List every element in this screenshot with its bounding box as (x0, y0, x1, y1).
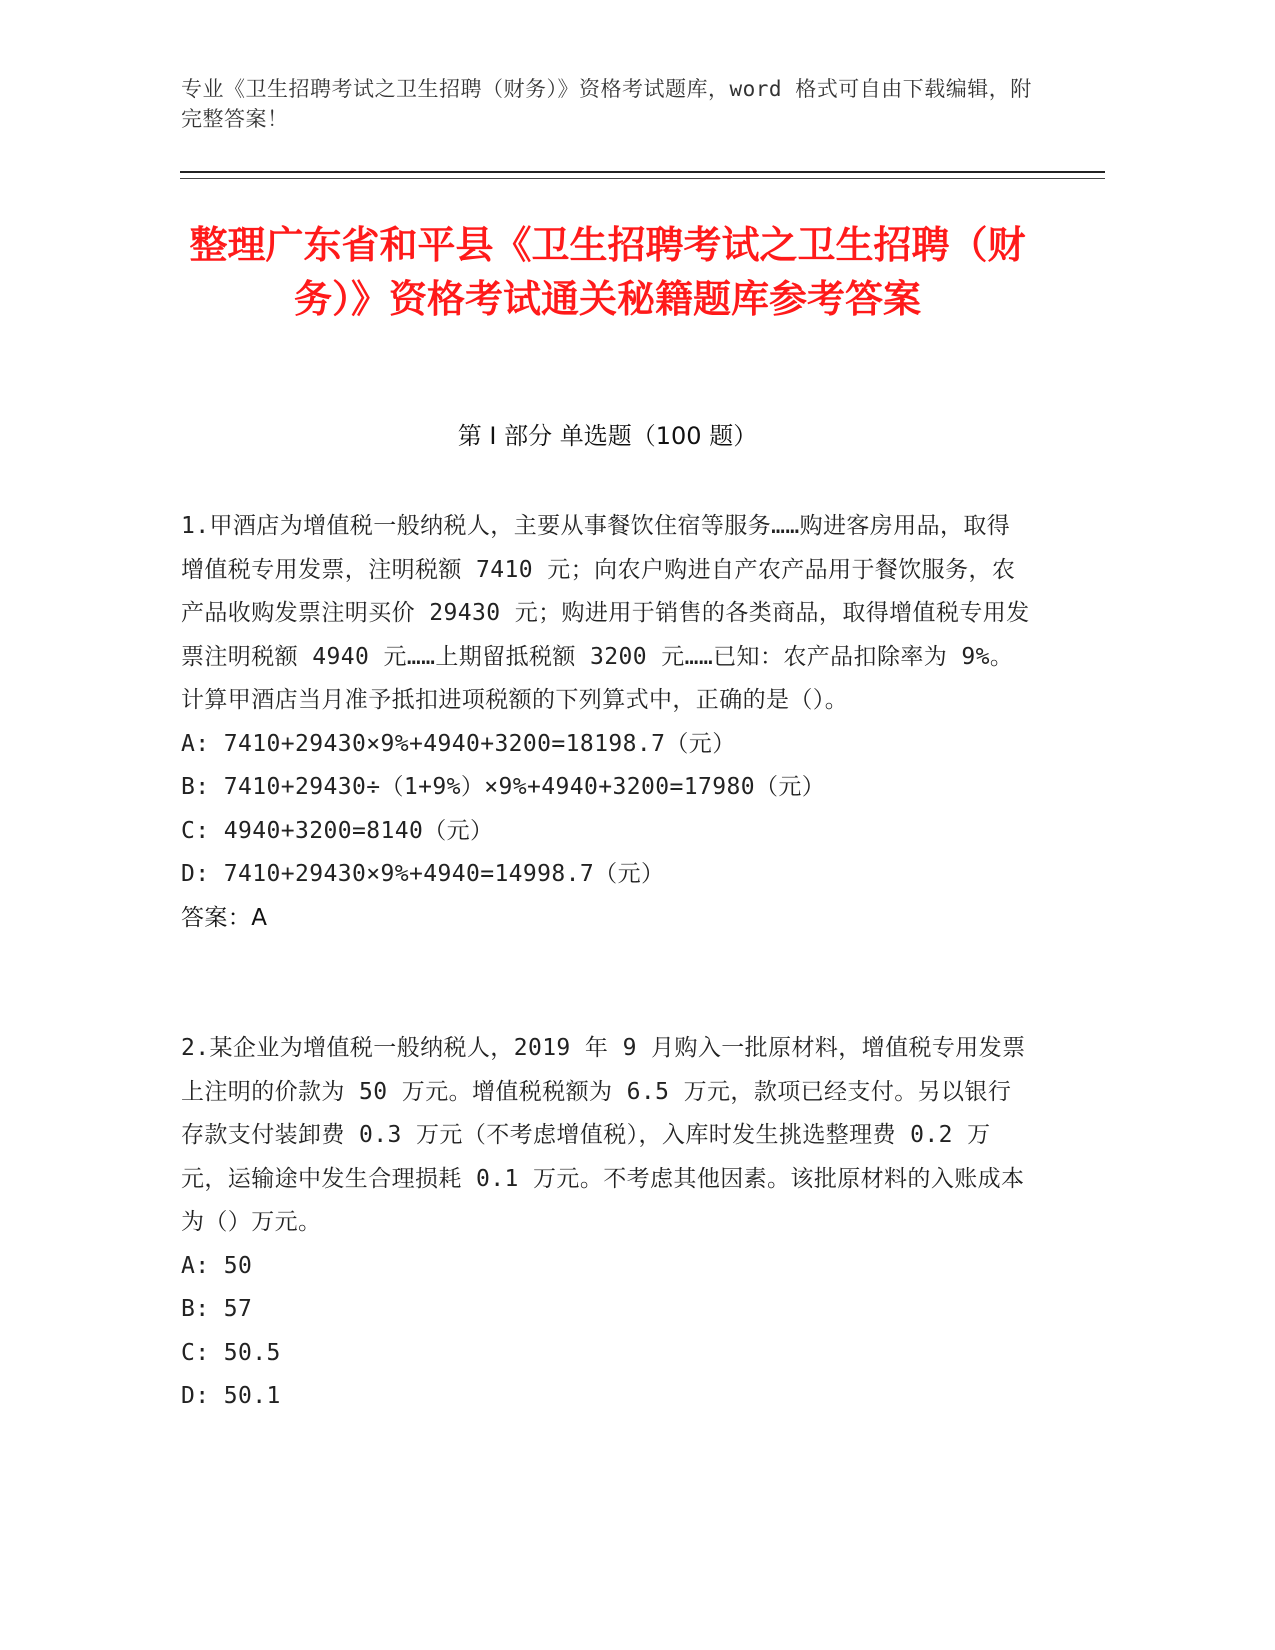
option-d: D: 7410+29430×9%+4940=14998.7（元） (181, 861, 665, 887)
question-stem: 1.甲酒店为增值税一般纳税人，主要从事餐饮住宿等服务……购进客房用品，取得增值税专用发票，注明税额 7410 元；向农户购进自产农产品用于餐饮服务，农产品收购发票注明买价 29430 元；购进用于销售的各类商品，取得增值税专用发票注明税额 4940 元……上期留抵税额 3200 元……已知：农产品扣除率为 9%。计算甲酒店当月准予抵扣进项税额的下列算式中，正确的是（）。 (181, 513, 1030, 713)
question-2 (181, 1027, 1031, 1419)
option-c: C: 50.5 (181, 1339, 281, 1366)
answer-label: 答案：A (181, 904, 268, 931)
document-title: 整理广东省和平县《卫生招聘考试之卫生招聘（财务）》资格考试通关秘籍题库参考答案 (189, 223, 1026, 321)
option-a: A: 50 (181, 1252, 253, 1279)
section-title: 第 I 部分 单选题（100 题） (457, 422, 758, 450)
option-c: C: 4940+3200=8140（元） (181, 817, 494, 844)
header-divider-thick (180, 171, 1105, 173)
header-note: 专业《卫生招聘考试之卫生招聘（财务）》资格考试题库，word 格式可自由下载编辑，附完整答案！ (181, 77, 1032, 131)
question-1 (181, 505, 1031, 940)
option-b: B: 7410+29430÷（1+9%）×9%+4940+3200=17980（元） (181, 774, 826, 800)
question-stem: 2.某企业为增值税一般纳税人，2019 年 9 月购入一批原材料，增值税专用发票上注明的价款为 50 万元。增值税税额为 6.5 万元，款项已经支付。另以银行存款支付装卸费 0.3 万元（不考虑增值税），入库时发生挑选整理费 0.2 万元，运输途中发生合理损耗 0.1 万元。不考虑其他因素。该批原材料的入账成本为（）万元。 (181, 1035, 1026, 1235)
option-a: A: 7410+29430×9%+4940+3200=18198.7（元） (181, 730, 736, 757)
option-d: D: 50.1 (181, 1383, 281, 1409)
header-divider-thin (180, 178, 1105, 179)
option-b: B: 57 (181, 1296, 253, 1322)
